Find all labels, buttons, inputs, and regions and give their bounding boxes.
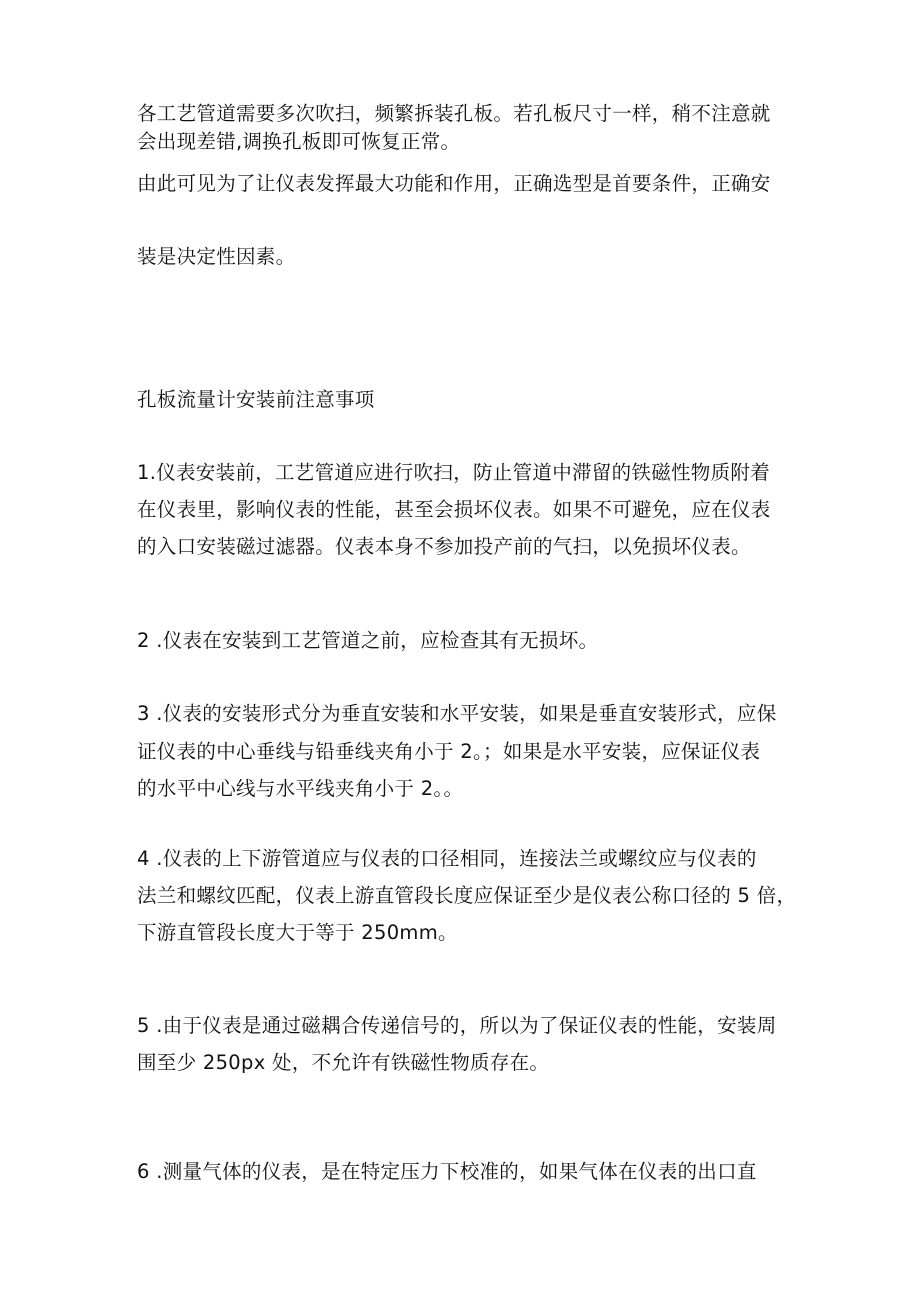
section-heading: 孔板流量计安装前注意事项 <box>137 388 375 411</box>
paragraph-line: 各工艺管道需要多次吹扫，频繁拆装孔板。若孔板尺寸一样，稍不注意就 <box>137 102 771 125</box>
list-item-line: 3 .仪表的安装形式分为垂直安装和水平安装，如果是垂直安装形式，应保 <box>137 702 777 725</box>
list-item-line: 5 .由于仪表是通过磁耦合传递信号的，所以为了保证仪表的性能，安装周 <box>137 1014 777 1037</box>
list-item-line: 法兰和螺纹匹配，仪表上游直管段长度应保证至少是仪表公称口径的 5 倍， <box>137 884 797 907</box>
paragraph-line: 由此可见为了让仪表发挥最大功能和作用，正确选型是首要条件，正确安 <box>137 172 771 195</box>
list-item-line: 证仪表的中心垂线与铅垂线夹角小于 2。；如果是水平安装，应保证仪表 <box>137 740 761 763</box>
paragraph-line: 装是决定性因素。 <box>137 245 296 268</box>
list-item-line: 4 .仪表的上下游管道应与仪表的口径相同，连接法兰或螺纹应与仪表的 <box>137 847 757 870</box>
paragraph-line: 会出现差错,调换孔板即可恢复正常。 <box>137 130 461 153</box>
list-item-line: 的水平中心线与水平线夹角小于 2。。 <box>137 777 464 800</box>
list-item-line: 在仪表里，影响仪表的性能，甚至会损坏仪表。如果不可避免，应在仪表 <box>137 498 771 521</box>
list-item-line: 6 .测量气体的仪表，是在特定压力下校准的，如果气体在仪表的出口直 <box>137 1160 757 1183</box>
list-item-line: 下游直管段长度大于等于 250mm。 <box>137 921 458 944</box>
list-item-line: 围至少 250px 处，不允许有铁磁性物质存在。 <box>137 1051 550 1074</box>
list-item-line: 的入口安装磁过滤器。仪表本身不参加投产前的气扫，以免损坏仪表。 <box>137 535 751 558</box>
list-item-line: 2 .仪表在安装到工艺管道之前，应检查其有无损坏。 <box>137 629 599 652</box>
list-item-line: 1.仪表安装前，工艺管道应进行吹扫，防止管道中滞留的铁磁性物质附着 <box>137 461 771 484</box>
